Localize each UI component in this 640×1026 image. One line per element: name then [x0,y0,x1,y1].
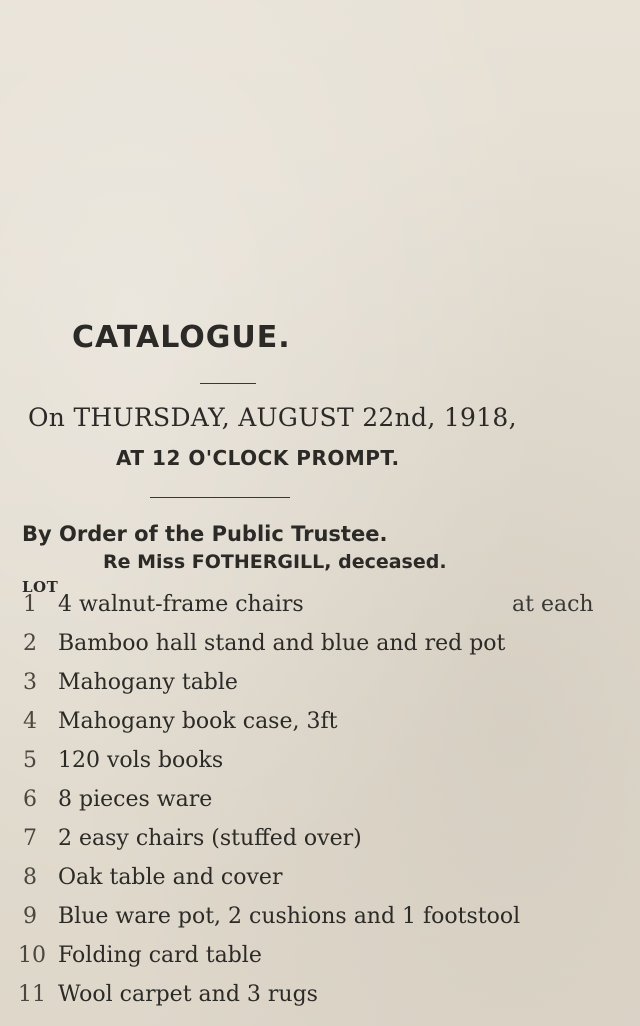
lot-description: Wool carpet and 3 rugs [58,982,318,1007]
lot-number: 1 [23,592,37,617]
lot-item [0,904,640,940]
lot-item [0,748,640,784]
lot-number: 4 [23,709,37,734]
lot-number: 5 [23,748,37,773]
lot-number: 11 [18,982,46,1007]
sale-time: AT 12 O'CLOCK PROMPT. [116,446,400,470]
lot-description: Bamboo hall stand and blue and red pot [58,631,506,656]
lot-description: Oak table and cover [58,865,283,890]
lot-description: Folding card table [58,943,262,968]
lot-item [0,787,640,823]
lot-description: Mahogany table [58,670,238,695]
catalogue-title: CATALOGUE. [72,320,291,355]
lot-number: 2 [23,631,37,656]
lot-item [0,631,640,667]
lot-price-note: at each [512,592,594,617]
lot-item [0,826,640,862]
lot-description: 120 vols books [58,748,224,773]
lot-number: 10 [18,943,46,968]
lot-description: 4 walnut-frame chairs [58,592,304,617]
lot-description: 8 pieces ware [58,787,213,812]
re-line: Re Miss FOTHERGILL, deceased. [103,551,447,573]
lot-number: 3 [23,670,37,695]
lot-description: Mahogany book case, 3ft [58,709,338,734]
lot-number: 7 [23,826,37,851]
lot-item [0,943,640,979]
lot-item [0,865,640,901]
lot-number: 9 [23,904,37,929]
lot-column-header: LOT [22,578,59,596]
order-line: By Order of the Public Trustee. [22,522,388,546]
sale-dateline: On THURSDAY, AUGUST 22nd, 1918, [28,403,517,432]
lot-description: Blue ware pot, 2 cushions and 1 footstool [58,904,521,929]
lot-description: 2 easy chairs (stuffed over) [58,826,362,851]
lot-item [0,982,640,1018]
lot-item [0,670,640,706]
lot-number: 6 [23,787,37,812]
divider-rule [150,497,290,498]
divider-rule [200,383,256,384]
lot-number: 8 [23,865,37,890]
lot-item [0,709,640,745]
lot-item [0,592,640,628]
